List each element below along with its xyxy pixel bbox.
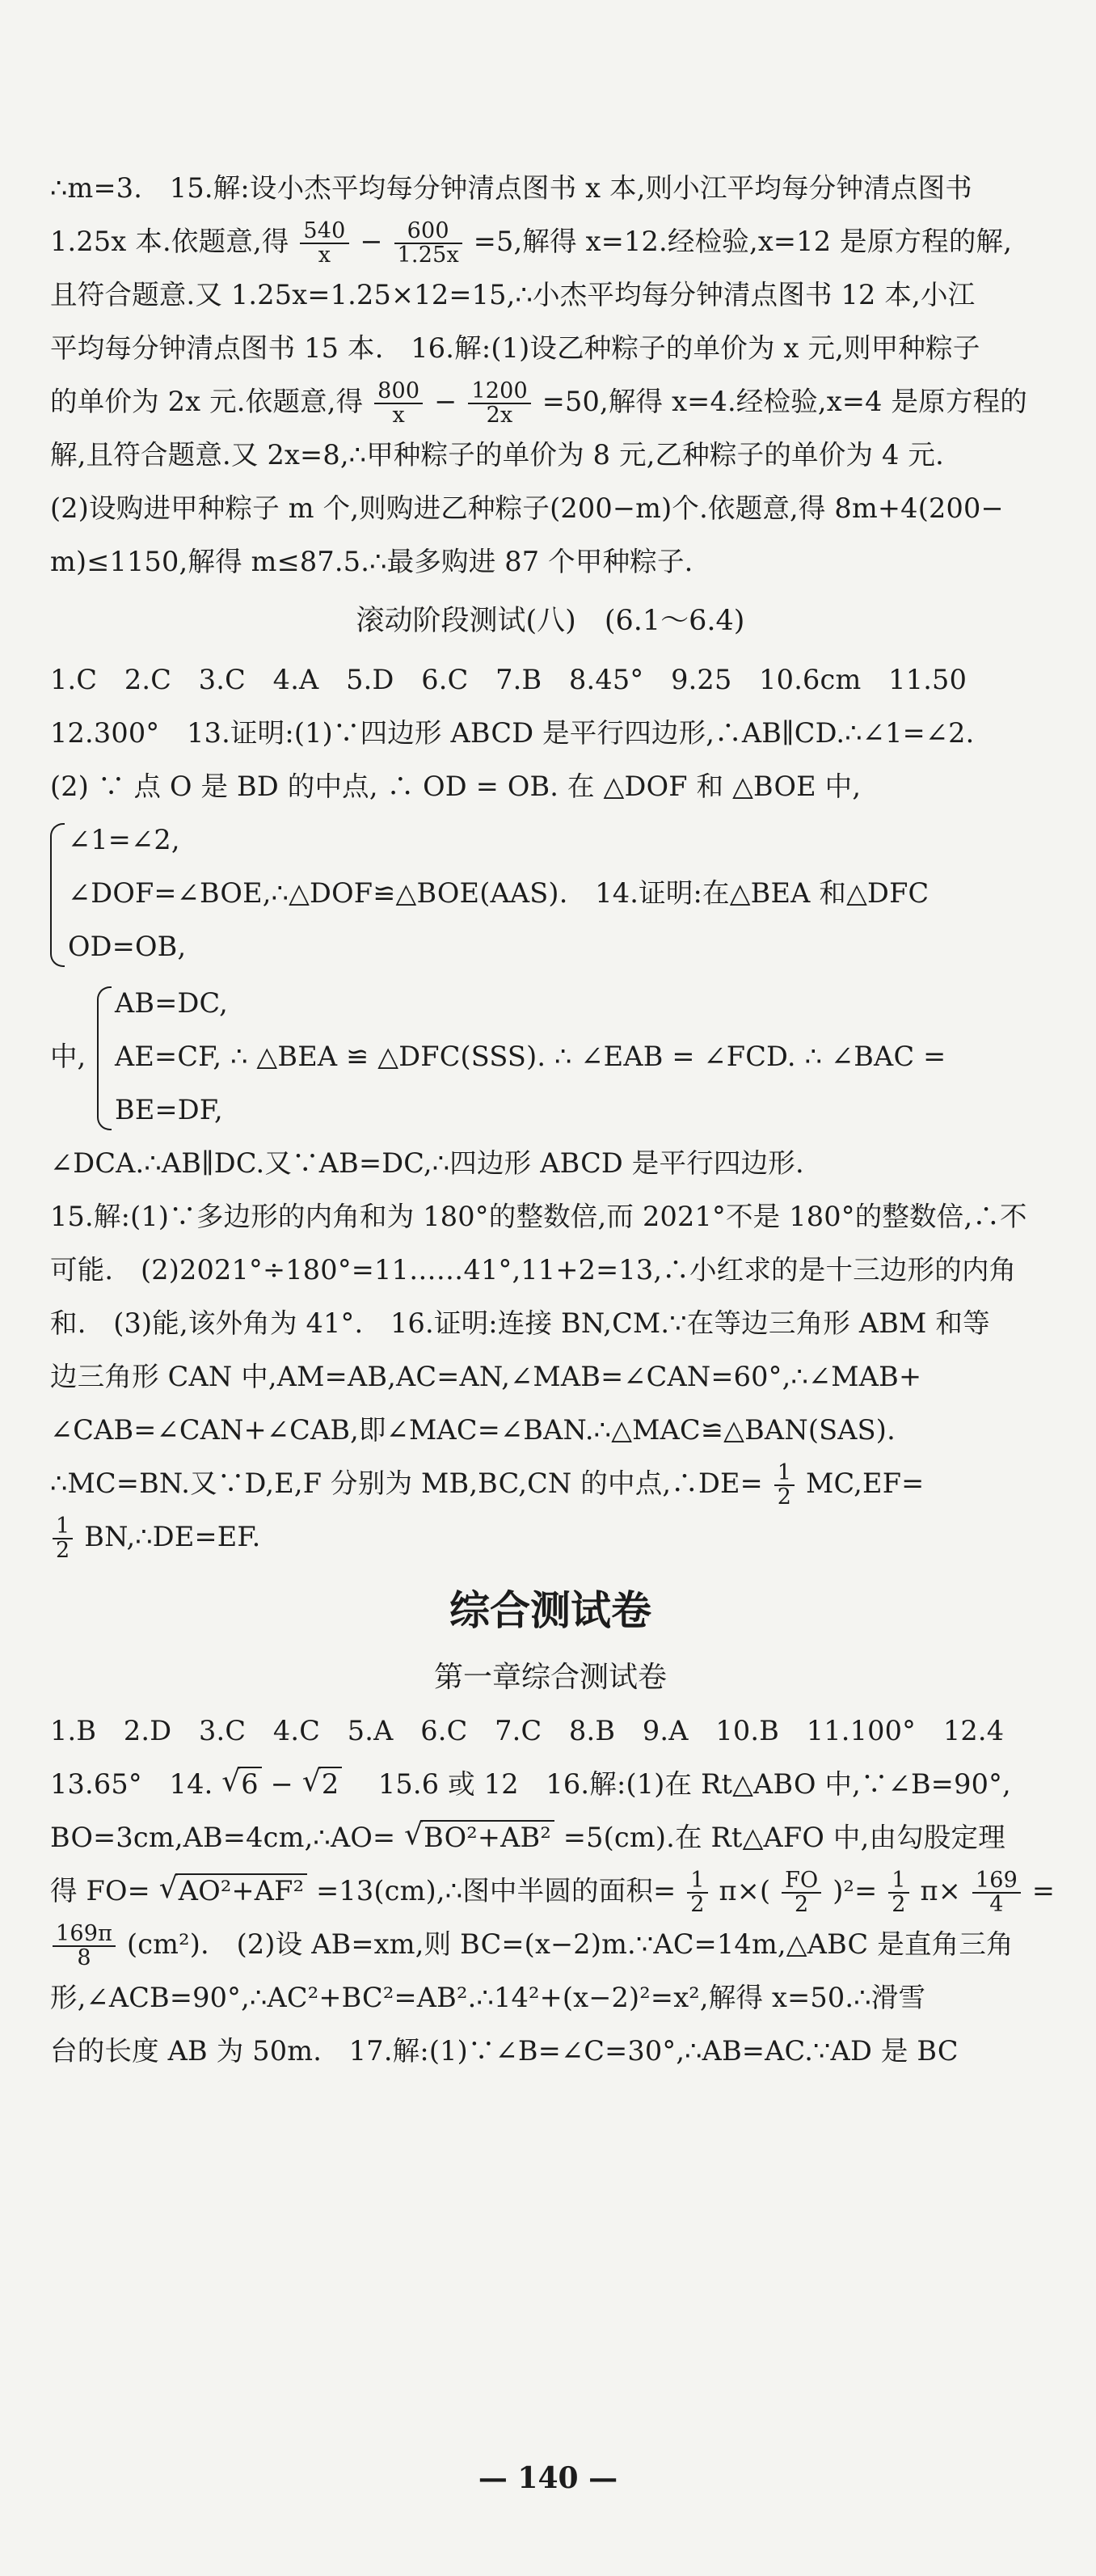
fraction [468, 380, 531, 427]
text-line: 且符合题意.又 1.25x=1.25×12=15,∴小杰平均每分钟清点图书 12 本,小江 [50, 279, 976, 310]
text-run: 的单价为 2x 元.依题意,得 [50, 386, 364, 417]
text-line [50, 375, 1051, 429]
text-run: 中, [50, 1041, 86, 1072]
text-line: m)≤1150,解得 m≤87.5.∴最多购进 87 个甲种粽子. [50, 546, 693, 577]
text-run: = [1031, 1875, 1056, 1907]
section-title: 综合测试卷 [449, 1587, 651, 1634]
square-root [159, 1864, 307, 1918]
fraction [972, 1869, 1021, 1916]
text-line [50, 215, 1051, 268]
fraction [53, 1923, 116, 1970]
text-line: 1.B 2.D 3.C 4.C 5.A 6.C 7.C 8.B 9.A 10.B 11.100° 12.4 [50, 1715, 1005, 1746]
text-run: =13(cm),∴图中半圆的面积= [316, 1875, 677, 1907]
radicand: BO²+AB² [420, 1820, 554, 1853]
fraction-numerator: 800 [374, 380, 423, 404]
fraction-numerator: 600 [394, 220, 462, 244]
text-line [50, 1510, 1051, 1564]
brace-system [50, 977, 1051, 1137]
text-line: 解,且符合题意.又 2x=8,∴甲种粽子的单价为 8 元,乙种粽子的单价为 4 元. [50, 439, 944, 471]
radicand: AO²+AF² [175, 1873, 307, 1907]
fraction [394, 220, 462, 267]
fraction-denominator: 4 [989, 1892, 1004, 1917]
text-run: =5(cm).在 Rt△AFO 中,由勾股定理 [563, 1822, 1005, 1853]
text-run: π× [920, 1875, 962, 1907]
fraction [300, 220, 348, 267]
fraction-denominator: 2 [795, 1892, 809, 1917]
text-run: 15.6 或 12 16.解:(1)在 Rt△ABO 中,∵∠B=90°, [351, 1768, 1011, 1800]
text-line: ∠CAB=∠CAN+∠CAB,即∠MAC=∠BAN.∴△MAC≌△BAN(SAS). [50, 1414, 896, 1446]
text-run: 13.65° 14. [50, 1768, 213, 1800]
text-line [50, 1918, 1051, 1971]
text-run: − [270, 1768, 293, 1800]
fraction-numerator: 169 [972, 1869, 1021, 1894]
text-line: 1.C 2.C 3.C 4.A 5.D 6.C 7.B 8.45° 9.25 10.6cm 11.50 [50, 664, 967, 695]
left-brace [50, 823, 65, 967]
text-run: ∴MC=BN.又∵D,E,F 分别为 MB,BC,CN 的中点,∴DE= [50, 1467, 763, 1499]
text-line: 台的长度 AB 为 50m. 17.解:(1)∵∠B=∠C=30°,∴AB=AC.∵AD 是 BC [50, 2035, 959, 2067]
page-number: — 140 — [478, 2461, 618, 2495]
fraction-numerator: 1 [53, 1515, 73, 1539]
text-run: )²= [833, 1875, 878, 1907]
fraction-denominator: 2 [56, 1538, 70, 1563]
left-brace [97, 986, 112, 1130]
text-line: 12.300° 13.证明:(1)∵四边形 ABCD 是平行四边形,∴AB∥CD.∴∠1=∠2. [50, 717, 975, 749]
square-root [404, 1811, 554, 1864]
text-line: AB=DC, [115, 987, 229, 1019]
page-content [50, 162, 1056, 2078]
stage-test-title: 滚动阶段测试(八) (6.1～6.4) [356, 605, 745, 637]
fraction-denominator: 2 [690, 1892, 705, 1917]
fraction-denominator: 1.25x [397, 243, 459, 268]
text-line: 和. (3)能,该外角为 41°. 16.证明:连接 BN,CM.∵在等边三角形 ABM 和等 [50, 1307, 990, 1339]
text-run: − [360, 226, 383, 257]
text-line [50, 1758, 1051, 1811]
fraction [374, 380, 423, 427]
text-line: (2) ∵ 点 O 是 BD 的中点, ∴ OD = OB. 在 △DOF 和 △BOE 中, [50, 771, 862, 802]
text-line: BE=DF, [115, 1094, 223, 1125]
fraction-denominator: 2 [777, 1484, 792, 1510]
radicand: 2 [318, 1767, 343, 1800]
text-run: − [434, 386, 457, 417]
fraction [888, 1869, 908, 1916]
text-line: ∠DCA.∴AB∥DC.又∵AB=DC,∴四边形 ABCD 是平行四边形. [50, 1147, 804, 1179]
fraction-denominator: 8 [77, 1945, 91, 1970]
brace-system [50, 813, 1051, 973]
text-line [50, 1864, 1056, 1918]
fraction-denominator: 2 [892, 1892, 906, 1917]
fraction-numerator: 1 [774, 1462, 795, 1486]
text-line: 边三角形 CAN 中,AM=AB,AC=AN,∠MAB=∠CAN=60°,∴∠MAB+ [50, 1361, 922, 1392]
text-line: ∴m=3. 15.解:设小杰平均每分钟清点图书 x 本,则小江平均每分钟清点图书 [50, 172, 973, 204]
text-line: 平均每分钟清点图书 15 本. 16.解:(1)设乙种粽子的单价为 x 元,则甲种粽子 [50, 332, 980, 364]
square-root [221, 1758, 262, 1811]
text-run: π×( [719, 1875, 771, 1907]
text-line: ∠1=∠2, [68, 824, 180, 855]
fraction-numerator: 1 [888, 1869, 908, 1894]
fraction [782, 1869, 821, 1916]
fraction-denominator: x [392, 403, 405, 428]
fraction-numerator: 1200 [468, 380, 531, 404]
text-line: 15.解:(1)∵多边形的内角和为 180°的整数倍,而 2021°不是 180°的整数倍,∴不 [50, 1201, 1027, 1232]
text-line [50, 1811, 1051, 1864]
fraction [53, 1515, 73, 1562]
text-run: BO=3cm,AB=4cm,∴AO= [50, 1822, 396, 1853]
fraction-denominator: x [318, 243, 331, 268]
fraction-denominator: 2x [486, 403, 513, 428]
text-line: 形,∠ACB=90°,∴AC²+BC²=AB².∴14²+(x−2)²=x²,解得 x=50.∴滑雪 [50, 1982, 926, 2013]
text-line: OD=OB, [68, 931, 187, 962]
fraction [774, 1462, 795, 1509]
fraction-numerator: 1 [687, 1869, 707, 1894]
subsection-title: 第一章综合测试卷 [433, 1661, 667, 1694]
text-line: (2)设购进甲种粽子 m 个,则购进乙种粽子(200−m)个.依题意,得 8m+4(200− [50, 492, 1004, 524]
fraction-numerator: FO [782, 1869, 821, 1894]
text-run: BN,∴DE=EF. [84, 1521, 261, 1552]
text-run: MC,EF= [806, 1467, 925, 1499]
square-root [302, 1758, 343, 1811]
fraction-numerator: 169π [53, 1923, 116, 1947]
radicand: 6 [238, 1767, 262, 1800]
text-run: =50,解得 x=4.经检验,x=4 是原方程的 [542, 386, 1027, 417]
text-run: 1.25x 本.依题意,得 [50, 226, 289, 257]
text-line [50, 1457, 1051, 1510]
text-run: 得 FO= [50, 1875, 150, 1907]
text-line: 可能. (2)2021°÷180°=11……41°,11+2=13,∴小红求的是十三边形的内角 [50, 1254, 1017, 1286]
text-line: AE=CF, ∴ △BEA ≌ △DFC(SSS). ∴ ∠EAB = ∠FCD. ∴ ∠BAC = [115, 1041, 946, 1072]
text-run: =5,解得 x=12.经检验,x=12 是原方程的解, [473, 226, 1013, 257]
text-run: (cm²). (2)设 AB=xm,则 BC=(x−2)m.∵AC=14m,△ABC 是直角三角 [126, 1928, 1014, 1960]
fraction-numerator: 540 [300, 220, 348, 244]
text-line: ∠DOF=∠BOE,∴△DOF≌△BOE(AAS). 14.证明:在△BEA 和△DFC [68, 877, 929, 909]
fraction [687, 1869, 707, 1916]
